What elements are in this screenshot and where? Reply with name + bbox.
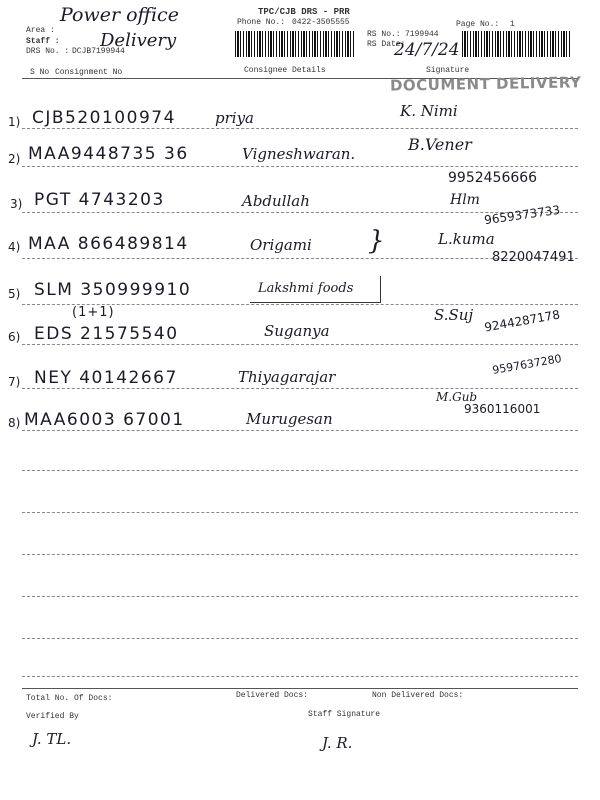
row-8-consignment: MAA6003 67001 (24, 410, 185, 430)
rs-no-label: RS No.: (367, 30, 401, 39)
row-4-signature: L.kuma (438, 230, 495, 248)
area-value: Power office (60, 4, 179, 26)
phone-value: 0422-3505555 (292, 18, 350, 27)
row-7-name: Thiyagarajar (238, 368, 336, 386)
row-8-divider (22, 430, 578, 431)
non-delivered-docs-label: Non Delivered Docs: (372, 691, 464, 700)
row-3-phone: 9952456666 (448, 170, 538, 186)
row-3-consignment: PGT 4743203 (34, 190, 165, 210)
row-5-consignment: SLM 350999910 (34, 280, 192, 300)
row-2-signature: B.Vener (408, 135, 472, 154)
row-8-number: 8) (8, 416, 21, 430)
page-label: Page No.: (456, 20, 500, 29)
empty-divider (22, 638, 578, 639)
empty-divider (22, 554, 578, 555)
row-1-number: 1) (8, 115, 21, 129)
row-1-consignment: CJB520100974 (32, 108, 176, 128)
total-docs-label: Total No. Of Docs: (26, 694, 113, 703)
row-2-name: Vigneshwaran. (242, 145, 356, 163)
staff-signature-label: Staff Signature (308, 710, 381, 719)
row-5-name: Lakshmi foods (258, 281, 354, 296)
row-5-number: 5) (8, 287, 21, 301)
footer-divider (22, 688, 578, 689)
rs-no-value: 7199944 (405, 30, 439, 39)
row-3-signature: Hlm (450, 192, 480, 208)
empty-divider (22, 676, 578, 677)
rs-date-value: 24/7/24 (394, 40, 460, 60)
row-4-number: 4) (8, 240, 21, 254)
row-2-number: 2) (8, 152, 21, 166)
column-sno: S No (30, 68, 50, 77)
row-6-phone: 9244287178 (483, 307, 561, 335)
row-1-signature: K. Nimi (400, 102, 458, 120)
empty-divider (22, 470, 578, 471)
bracket-mark: } (368, 226, 385, 256)
row-6-signature: S.Suj (434, 306, 474, 324)
barcode-left (235, 31, 355, 57)
row-6-annotation: (1+1) (72, 305, 115, 320)
page-value: 1 (510, 20, 515, 29)
staff-label: Staff : (26, 37, 60, 46)
row-6-divider (22, 344, 578, 345)
row-4-name: Origami (250, 236, 312, 254)
staff-value: Delivery (100, 30, 177, 51)
row-3-name: Abdullah (242, 192, 310, 210)
row-4-phone: 9659373733 (483, 202, 561, 228)
row-5-phone: 8220047491 (492, 250, 575, 265)
drs-no-label: DRS No. : (26, 47, 70, 56)
empty-divider (22, 596, 578, 597)
area-label: Area : (26, 26, 55, 35)
column-consignment: Consignment No (55, 68, 123, 77)
row-3-number: 3) (10, 197, 23, 211)
row-7-divider (22, 388, 578, 389)
column-signature: Signature (426, 66, 470, 75)
row-1-divider (22, 128, 578, 129)
row-8-signature: M.Gub (436, 390, 478, 404)
row-8-name: Murugesan (246, 410, 333, 428)
verified-by-label: Verified By (26, 712, 79, 721)
row-1-name: priya (215, 109, 254, 127)
row-7-consignment: NEY 40142667 (34, 368, 178, 388)
delivered-docs-label: Delivered Docs: (236, 691, 309, 700)
document-title: TPC/CJB DRS - PRR (258, 7, 350, 17)
verified-by-signature: J. TL. (32, 730, 72, 748)
row-8-phone: 9360116001 (464, 402, 541, 416)
barcode-right (462, 31, 572, 57)
row-2-consignment: MAA9448735 36 (28, 144, 189, 164)
drs-no-value: DCJB7199944 (72, 47, 125, 56)
row-6-consignment: EDS 21575540 (34, 324, 179, 344)
document-delivery-stamp: DOCUMENT DELIVERY (389, 73, 582, 95)
staff-signature: J. R. (322, 734, 353, 752)
row-7-phone: 9597637280 (491, 352, 563, 377)
column-consignee: Consignee Details (244, 66, 326, 75)
row-2-divider (22, 166, 578, 167)
row-6-number: 6) (8, 330, 21, 344)
row-4-consignment: MAA 866489814 (28, 234, 189, 254)
rs-date-label: RS Date: (367, 40, 406, 49)
row-7-number: 7) (8, 375, 21, 389)
empty-divider (22, 512, 578, 513)
lakshmi-foods-box (250, 276, 381, 303)
row-6-name: Suganya (264, 322, 330, 340)
phone-label: Phone No.: (237, 18, 286, 27)
